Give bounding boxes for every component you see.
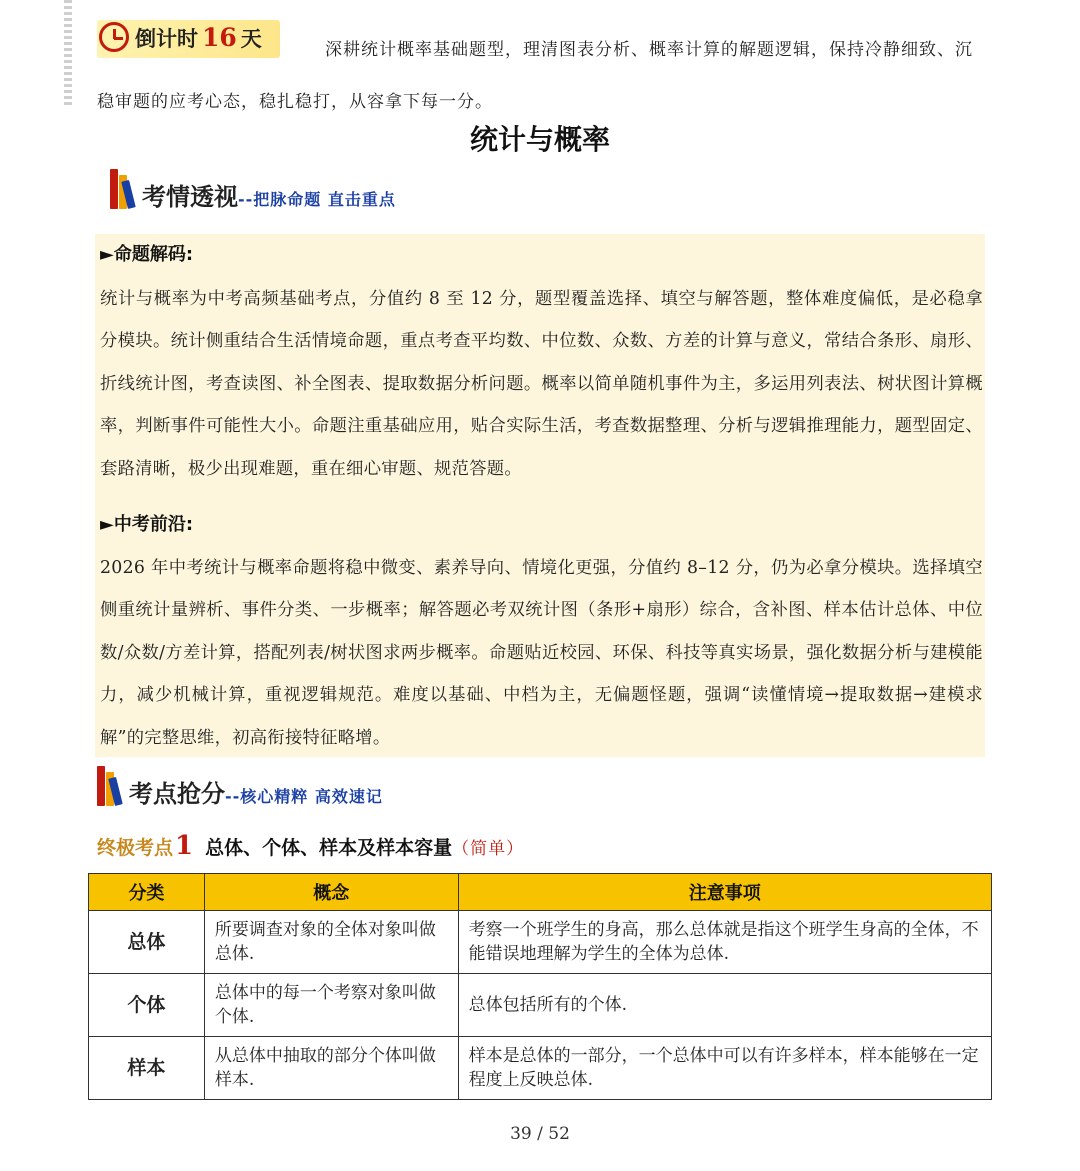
decode-heading: ►命题解码: — [100, 244, 194, 265]
frontier-paragraph: 2026 年中考统计与概率命题将稳中微变、素养导向、情境化更强，分值约 8–12 分，仍为必拿分模块。选择填空侧重统计量辨析、事件分类、一步概率；解答题必考双统计图（条形+扇形）综合，含补图、样本估计总体、中位数/众数/方差计算，搭配列表/树状图求两步概率。命题贴近校园、环保、科技等真实场景，强化数据分析与建模能力，减少机械计算，重视逻辑规范。难度以基础、中档为主，无偏题怪题，强调“读懂情境→提取数据→建模求解”的完整思维，初高衔接特征略增。 — [100, 558, 983, 748]
table-row — [89, 974, 992, 1037]
table-header: 概念 — [204, 874, 458, 911]
section-title-text: 考点抢分 — [129, 780, 225, 808]
decode-paragraph: 统计与概率为中考高频基础考点，分值约 8 至 12 分，题型覆盖选择、填空与解答题，整体难度偏低，是必稳拿分模块。统计侧重结合生活情境命题，重点考查平均数、中位数、众数、方差的计算与意义，常结合条形、扇形、折线统计图，考查读图、补全图表、提取数据分析问题。概率以简单随机事件为主，多运用列表法、树状图计算概率，判断事件可能性大小。命题注重基础应用，贴合实际生活，考查数据整理、分析与逻辑推理能力，题型固定、套路清晰，极少出现难题，重在细心审题、规范答题。 — [100, 289, 983, 479]
table-header: 分类 — [89, 874, 205, 911]
section-title — [129, 774, 383, 809]
table-cell-concept: 从总体中抽取的部分个体叫做样本. — [204, 1037, 458, 1100]
countdown-suffix: 天 — [240, 27, 262, 51]
exam-point-number: 1 — [175, 831, 194, 861]
table-cell-category: 个体 — [89, 974, 205, 1037]
page-number: 39 / 52 — [510, 1124, 570, 1144]
table-row — [89, 911, 992, 974]
table-cell-concept: 所要调查对象的全体对象叫做总体. — [204, 911, 458, 974]
section-subtitle: --核心精粹 高效速记 — [225, 787, 383, 806]
clock-icon — [99, 22, 129, 52]
section-heading-kaodian — [97, 762, 497, 806]
exam-point-heading — [97, 831, 524, 861]
countdown-text — [135, 23, 262, 53]
table-cell-note: 考察一个班学生的身高，那么总体就是指这个班学生身高的全体，不能错误地理解为学生的全体为总体. — [458, 911, 991, 974]
table-header: 注意事项 — [458, 874, 991, 911]
frontier-heading: ►中考前沿: — [100, 514, 194, 535]
table-cell-note: 总体包括所有的个体. — [458, 974, 991, 1037]
countdown-days: 16 — [202, 23, 237, 52]
section-title-text: 考情透视 — [142, 183, 238, 211]
countdown-prefix: 倒计时 — [135, 27, 198, 51]
table-cell-concept: 总体中的每一个考察对象叫做个体. — [204, 974, 458, 1037]
section-title — [142, 177, 396, 212]
table-row — [89, 1037, 992, 1100]
section-heading-kaoqing — [110, 165, 470, 209]
section-subtitle: --把脉命题 直击重点 — [238, 190, 396, 209]
table-cell-category: 样本 — [89, 1037, 205, 1100]
exam-point-difficulty: （简单） — [452, 839, 525, 859]
concept-table — [88, 873, 992, 1100]
table-cell-note: 样本是总体的一部分，一个总体中可以有许多样本，样本能够在一定程度上反映总体. — [458, 1037, 991, 1100]
table-header-row — [89, 874, 992, 911]
books-icon — [97, 762, 131, 806]
binding-holes — [64, 0, 72, 108]
page-title: 统计与概率 — [469, 123, 610, 156]
exam-point-label: 终极考点 — [97, 837, 174, 859]
intro-text: 深耕统计概率基础题型，理清图表分析、概率计算的解题逻辑，保持冷静细致、沉稳审题的应考心态，稳扎稳打，从容拿下每一分。 — [97, 40, 973, 112]
exam-point-title: 总体、个体、样本及样本容量 — [205, 837, 453, 859]
countdown-badge — [97, 20, 280, 58]
books-icon — [110, 165, 144, 209]
table-cell-category: 总体 — [89, 911, 205, 974]
